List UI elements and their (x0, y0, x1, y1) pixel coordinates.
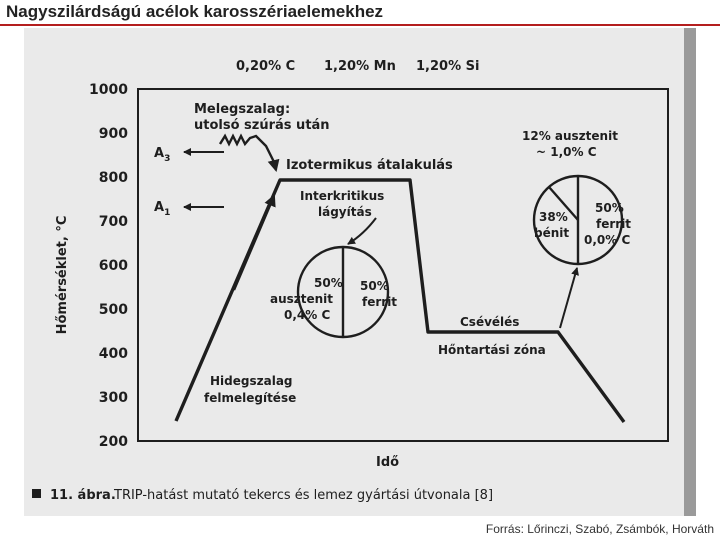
pie1-austenite-label: ausztenit (270, 292, 334, 306)
pie2-ferrite-carbon: 0,0% C (584, 233, 631, 247)
pie2-austenite-carbon: ~ 1,0% C (536, 145, 597, 159)
x-axis-label: Idő (376, 455, 400, 470)
source-credit: Forrás: Lőrinczi, Szabó, Zsámbók, Horváth (485, 522, 714, 536)
composition-manganese: 1,20% Mn (324, 59, 396, 74)
y-tick-label: 600 (98, 258, 128, 274)
intercritical-label-line2: lágyítás (318, 205, 372, 219)
page-edge-shadow (684, 28, 696, 516)
isothermal-label: Izotermikus átalakulás (286, 158, 453, 173)
hot-strip-label-line2: utolsó szúrás után (194, 118, 330, 133)
holding-zone-label: Hőntartási zóna (438, 343, 546, 357)
slide-title: Nagyszilárdságú acélok karosszériaelemekhez (6, 2, 384, 21)
composition-carbon: 0,20% C (236, 59, 296, 74)
pie1-ferrite-label: ferrit (362, 295, 398, 309)
a3-label: $A_3$ (154, 146, 171, 164)
cold-strip-label-line2: felmelegítése (204, 391, 297, 405)
y-axis-label: Hőmérséklet, °C (55, 215, 70, 335)
y-tick-label: 700 (98, 214, 128, 230)
a1-label: $A_1$ (154, 200, 171, 218)
y-tick-label: 800 (98, 170, 128, 186)
caption-bullet (32, 489, 41, 498)
figure-photo (24, 28, 696, 516)
pie2-ferrite-pct: 50% (595, 201, 624, 215)
y-tick-label: 300 (98, 390, 128, 406)
title-underline (0, 24, 720, 26)
pie2-bainite-label: bénit (534, 226, 570, 240)
composition-silicon: 1,20% Si (416, 59, 480, 74)
pie1-austenite-carbon: 0,4% C (284, 308, 331, 322)
pie2-austenite-label: 12% ausztenit (522, 129, 618, 143)
caption-number: 11. ábra. (50, 488, 116, 503)
pie1-austenite-pct: 50% (314, 276, 343, 290)
y-tick-label: 1000 (89, 82, 128, 98)
pie2-bainite-pct: 38% (539, 210, 568, 224)
intercritical-label-line1: Interkritikus (300, 189, 385, 203)
y-tick-label: 900 (98, 126, 128, 142)
y-tick-label: 200 (98, 434, 128, 450)
hot-strip-label-line1: Melegszalag: (194, 102, 291, 117)
pie1-ferrite-pct: 50% (360, 279, 389, 293)
caption-text: TRIP-hatást mutató tekercs és lemez gyártási útvonala [8] (114, 488, 494, 503)
process-diagram (24, 28, 696, 516)
coiling-label: Csévélés (460, 315, 520, 329)
y-tick-label: 400 (98, 346, 128, 362)
pie2-ferrite-label: ferrit (596, 217, 632, 231)
y-tick-label: 500 (98, 302, 128, 318)
cold-strip-label-line1: Hidegszalag (210, 374, 293, 388)
